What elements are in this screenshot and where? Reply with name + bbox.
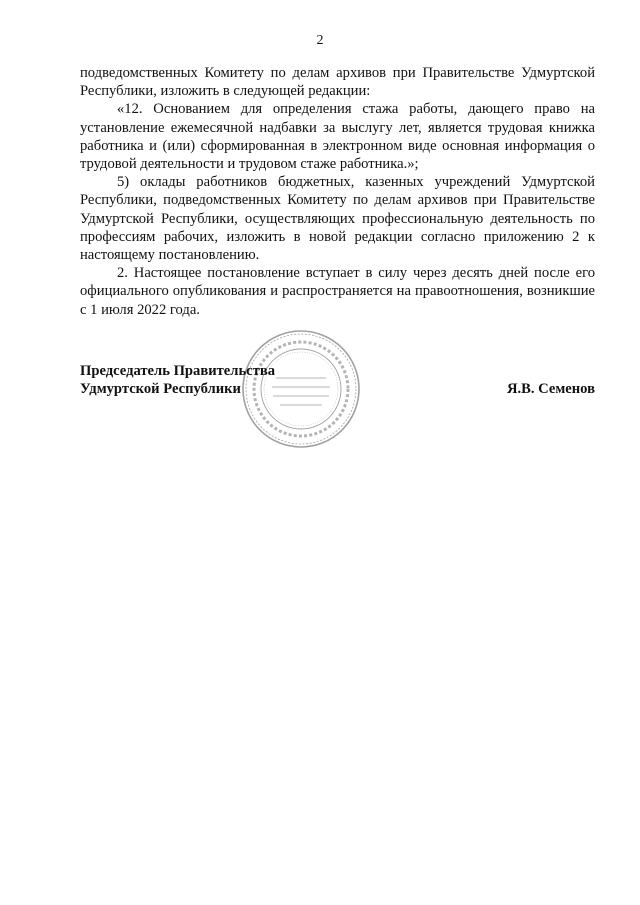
signatory-title-line-2: Удмуртской Республики (80, 381, 241, 398)
signatory-title-line-1: Председатель Правительства (80, 363, 276, 379)
document-body (80, 64, 595, 319)
signatory-title (80, 362, 275, 399)
paragraph-effective-date: 2. Настоящее постановление вступает в силу через десять дней после его официального опубликования и распространяется на правоотношения, возникшие с 1 июля 2022 года. (80, 265, 595, 318)
paragraph-continuation: подведомственных Комитету по делам архивов при Правительстве Удмуртской Республики, изложить в следующей редакции: (80, 65, 595, 100)
paragraph-item-5: 5) оклады работников бюджетных, казенных учреждений Удмуртской Республики, подведомственных Комитету по делам архивов при Правительстве Удмуртской Республики, осуществляющих профессиональную деятельность по профессиям рабочих, изложить в новой редакции согласно приложению 2 к настоящему постановлению. (80, 174, 595, 264)
page-number: 2 (316, 33, 324, 48)
signatory-name: Я.В. Семенов (506, 381, 595, 397)
paragraph-quote: «12. Основанием для определения стажа работы, дающего право на установление ежемесячной надбавки за выслугу лет, является трудовая книжка работника и (или) сформированная в электронном виде основная информация о трудовой деятельности и трудовом стаже работника.»; (80, 101, 595, 173)
